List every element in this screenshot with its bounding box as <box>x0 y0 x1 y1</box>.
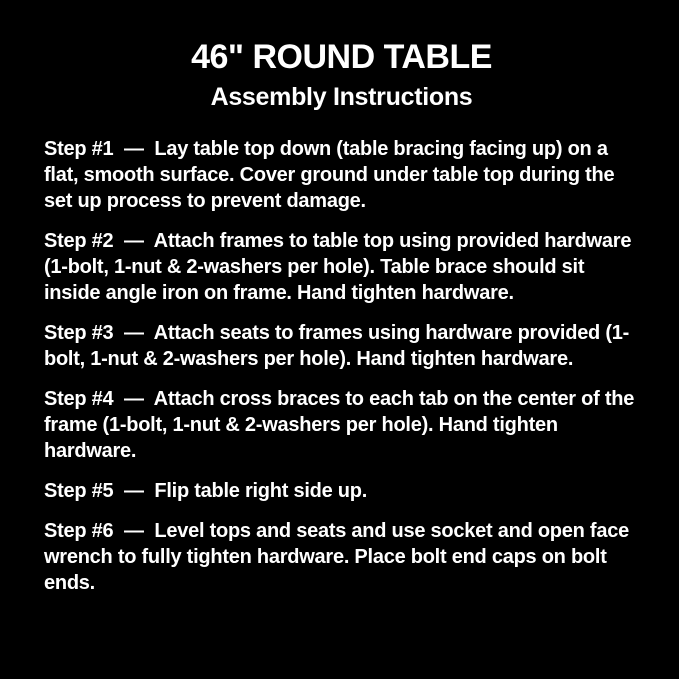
step-6-paragraph: Step #6 — Level tops and seats and use socket and open face wrench to fully tighten hardware. Place bolt end caps on bolt ends. <box>44 519 635 594</box>
page-subtitle: Assembly Instructions <box>210 83 473 112</box>
instruction-steps <box>44 136 643 596</box>
step-2-paragraph: Step #2 — Attach frames to table top using provided hardware (1-bolt, 1-nut & 2-washers per hole). Table brace should sit inside angle iron on frame. Hand tighten hardware. <box>44 229 637 304</box>
header <box>40 38 643 112</box>
step-3-paragraph: Step #3 — Attach seats to frames using hardware provided (1-bolt, 1-nut & 2-washers per hole). Hand tighten hardware. <box>44 321 630 370</box>
step-1-paragraph: Step #1 — Lay table top down (table bracing facing up) on a flat, smooth surface. Cover ground under table top during the set up process to prevent damage. <box>44 137 620 212</box>
step-4-paragraph: Step #4 — Attach cross braces to each tab on the center of the frame (1-bolt, 1-nut & 2-washers per hole). Hand tighten hardware. <box>44 387 640 462</box>
page-title: 46" ROUND TABLE <box>191 38 492 76</box>
step-5-paragraph: Step #5 — Flip table right side up. <box>44 479 368 502</box>
